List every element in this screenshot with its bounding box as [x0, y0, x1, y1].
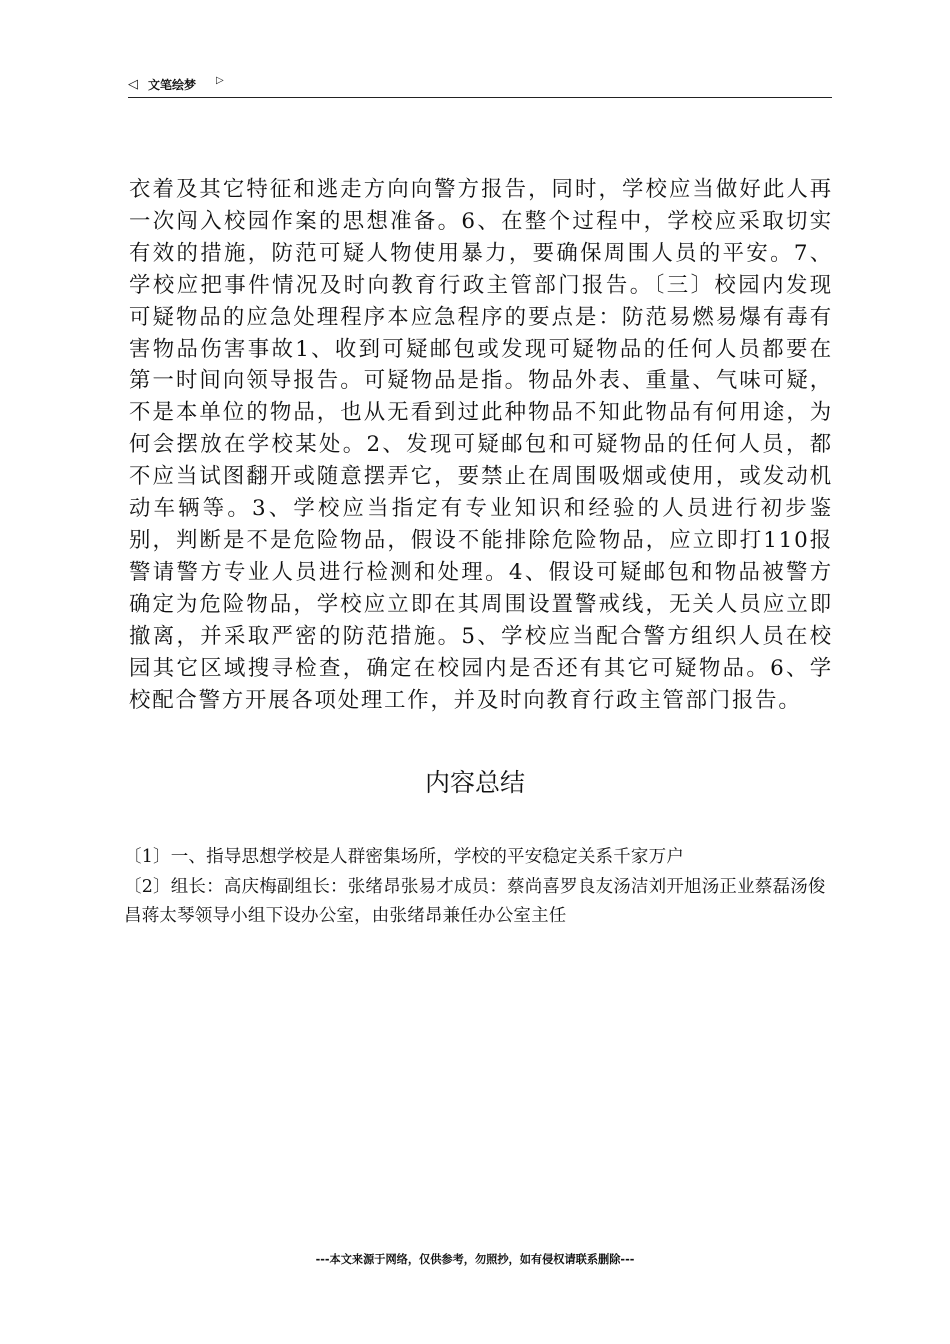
page-header — [128, 76, 832, 98]
right-triangle-icon: ▷ — [216, 75, 224, 86]
summary-list — [124, 843, 836, 932]
summary-item: 〔1〕一、指导思想学校是人群密集场所，学校的平安稳定关系千家万户 — [124, 847, 685, 867]
summary-item: 〔2〕组长：高庆梅副组长：张绪昂张易才成员：蔡尚喜罗良友汤洁刘开旭汤正业蔡磊汤俊昌蒋太琴领导小组下设办公室，由张绪昂兼任办公室主任 — [124, 876, 826, 926]
body-paragraph: 衣着及其它特征和逃走方向向警方报告，同时，学校应当做好此人再一次闯入校园作案的思想准备。6、在整个过程中，学校应采取切实有效的措施，防范可疑人物使用暴力，要确保周围人员的平安。7、学校应把事件情况及时向教育行政主管部门报告。〔三〕校园内发现可疑物品的应急处理程序本应急程序的要点是：防范易燃易爆有毒有害物品伤害事故1、收到可疑邮包或发现可疑物品的任何人员都要在第一时间向领导报告。可疑物品是指。物品外表、重量、气味可疑，不是本单位的物品，也从无看到过此种物品不知此物品有何用途，为何会摆放在学校某处。2、发现可疑邮包和可疑物品的任何人员，都不应当试图翻开或随意摆弄它，要禁止在周围吸烟或使用，或发动机动车辆等。3、学校应当指定有专业知识和经验的人员进行初步鉴别，判断是不是危险物品，假设不能排除危险物品，应立即打110报警请警方专业人员进行检测和处理。4、假设可疑邮包和物品被警方确定为危险物品，学校应立即在其周围设置警戒线，无关人员应立即撤离，并采取严密的防范措施。5、学校应当配合警方组织人员在校园其它区域搜寻检查，确定在校园内是否还有其它可疑物品。6、学校配合警方开展各项处理工作，并及时向教育行政主管部门报告。 — [129, 177, 833, 713]
summary-title: 内容总结 — [424, 768, 525, 797]
header-brand: 文笔绘梦 — [148, 78, 197, 92]
page-footer: ---本文来源于网络，仅供参考，勿照抄，如有侵权请联系删除--- — [315, 1253, 635, 1266]
left-triangle-icon: ◁ — [128, 77, 138, 92]
